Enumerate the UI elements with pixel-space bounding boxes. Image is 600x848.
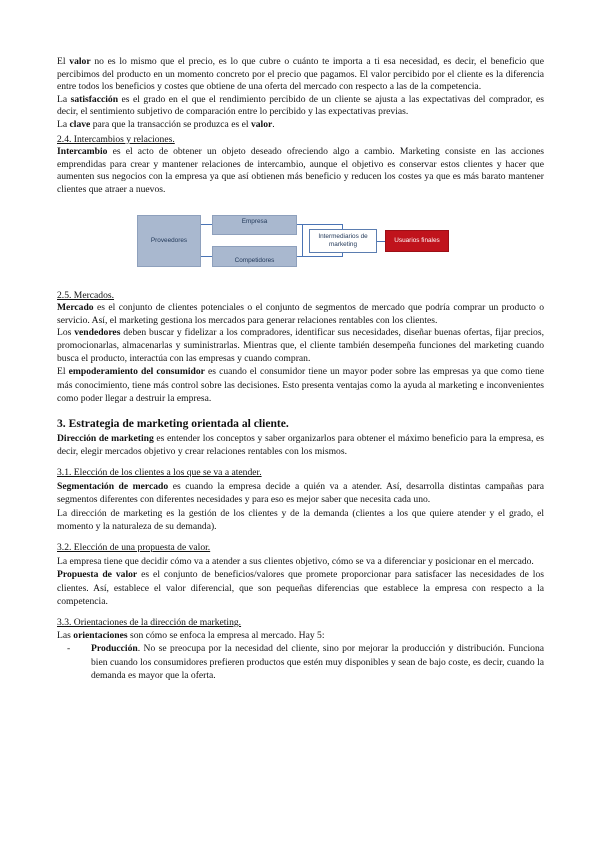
paragraph-intercambio: Intercambio es el acto de obtener un objeto deseado ofreciendo algo a cambio. Marketing consiste en las acciones emprendidas para crear y mantener relaciones de intercambio, aunque el objetivo es conservar estos clientes y hacer que aumenten sus negocios con la empresa ya que así obtienen más beneficio y reducen los costes ya que es más barato mantener clientes que atraer a nuevos.	[57, 146, 544, 195]
paragraph-direccion: Dirección de marketing es entender los conceptos y saber organizarlos para obtener el máximo beneficio para la empresa, es decir, elegir mercados objetivo y crear relaciones rentables con los mismos.	[57, 432, 544, 458]
connector-line	[297, 256, 342, 257]
suppliers-box: Proveedores	[137, 215, 201, 267]
list-item: - Producción. No se preocupa por la necesidad del cliente, sino por mejorar la producción y distribución. Funciona bien cuando los consumidores prefieren productos que estén muy disponibles y sean de bajo coste, es decir, cuando la demanda es mayor que la oferta.	[67, 643, 544, 682]
orientations-list	[57, 642, 544, 683]
end-users-box: Usuarios finales	[385, 230, 449, 252]
connector-line	[201, 224, 212, 225]
connector-line	[377, 241, 385, 242]
heading-2-4: 2.4. Intercambios y relaciones.	[57, 133, 175, 145]
heading-3-1: 3.1. Elección de los clientes a los que se va a atender.	[57, 467, 262, 479]
paragraph-vendedores: Los vendedores deben buscar y fidelizar a los compradores, identificar sus necesidades, diseñar buenas ofertas, fijar precios, promocionarlas, almacenarlas y suministrarlas. Mientras que, el cliente también desempeña funciones del marketing cuando busca el producto, interactúa con las empresas y cuando compran.	[57, 327, 544, 364]
company-box: Empresa	[212, 215, 297, 235]
paragraph-segmentacion: Segmentación de mercado es cuando la empresa decide a quién va a atender. Así, desarrolla distintas campañas para segmentos diferentes con diferentes necesidades y para eso es mejor saber que necesita cada uno.	[57, 480, 545, 506]
connector-line	[297, 224, 342, 225]
heading-3-2: 3.2. Elección de una propuesta de valor.	[57, 542, 211, 554]
document-page	[57, 56, 544, 683]
paragraph-satisfaccion: La satisfacción es el grado en el que el rendimiento percibido de un cliente se ajusta a las expectativas del comprador, es decir, el sentimiento subjetivo de comparación entre lo percibido y las expectativas previas.	[57, 93, 544, 118]
dash-marker: -	[67, 643, 71, 655]
paragraph-direccion-demanda: La dirección de marketing es la gestión de los clientes y de la demanda (clientes a los que quiere atender y el grado, el momento y la naturaleza de su demanda).	[57, 507, 544, 533]
paragraph-mercado: Mercado es el conjunto de clientes potenciales o el conjunto de segmentos de mercado que podría comprar un producto o servicio. Así, el marketing gestiona los mercados para generar relaciones rentables con los clientes.	[57, 302, 544, 326]
heading-3-3: 3.3. Orientaciones de la dirección de marketing.	[57, 617, 242, 628]
paragraph-orientaciones: Las orientaciones son cómo se enfoca la empresa al mercado. Hay 5:	[57, 629, 325, 641]
intermediaries-box: Intermediarios de marketing	[309, 229, 377, 253]
connector-line	[302, 224, 303, 257]
heading-3: 3. Estrategia de marketing orientada al cliente.	[57, 416, 289, 430]
paragraph-valor: El valor no es lo mismo que el precio, es lo que cubre o cuánto te importa a ti esa necesidad, es decir, el beneficio que percibimos del producto en un momento concreto por el precio que pagamos. El valor percibido por el cliente es la diferencia entre todos los beneficios y costes que obtiene de una oferta del mercado con respecto a las de la competencia.	[57, 56, 544, 93]
paragraph-propuesta-valor: Propuesta de valor es el conjunto de beneficios/valores que promete proporcionar para satisfacer las necesidades de los clientes. Así, establece el valor diferencial, que son pequeñas diferencias que establece la empresa con respecto a la competencia.	[57, 569, 544, 608]
paragraph-atender: La empresa tiene que decidir cómo va a atender a sus clientes objetivo, cómo se va a diferenciar y posicionar en el mercado.	[57, 555, 534, 567]
connector-line	[201, 256, 212, 257]
paragraph-empoderamiento: El empoderamiento del consumidor es cuando el consumidor tiene un mayor poder sobre las empresas ya que como tiene más conocimiento, tiene más control sobre las decisiones. Esto presenta ventajas como la ayuda al marketing e inconvenientes como poder llegar a destruir la empresa.	[57, 366, 545, 405]
marketing-system-diagram	[137, 215, 440, 267]
connector-line	[342, 253, 343, 257]
competitors-box: Competidores	[212, 246, 297, 267]
paragraph-clave: La clave para que la transacción se produzca es el valor.	[57, 118, 275, 130]
heading-2-5: 2.5. Mercados.	[57, 289, 115, 301]
